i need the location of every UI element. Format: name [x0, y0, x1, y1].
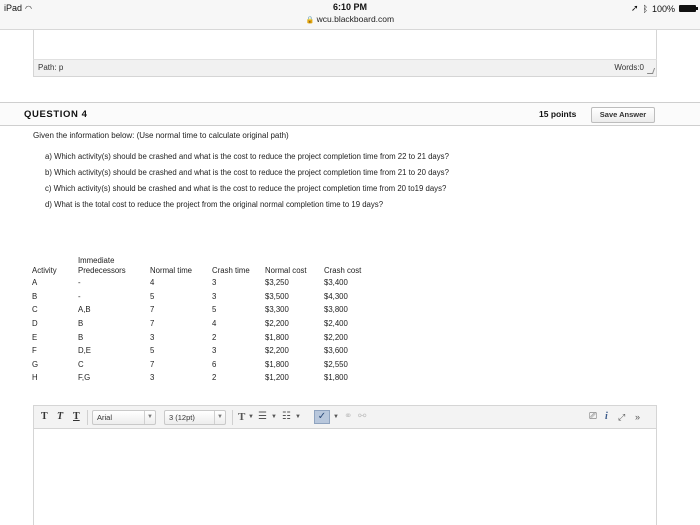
italic-text-icon[interactable]: T	[57, 411, 64, 422]
cell-predecessors: B	[78, 319, 84, 329]
cell-normal-time: 5	[150, 346, 155, 356]
url-text[interactable]: wcu.blackboard.com	[316, 14, 395, 24]
cell-predecessors: A,B	[78, 305, 91, 315]
cell-crash-time: 3	[212, 278, 217, 288]
cell-activity: F	[32, 346, 37, 356]
points-label: 15 points	[539, 109, 577, 119]
unlink-icon[interactable]: ⚯	[358, 411, 367, 422]
cell-crash-time: 2	[212, 373, 217, 383]
toolbar-divider	[87, 410, 88, 425]
cell-normal-time: 3	[150, 332, 155, 342]
cell-crash-cost: $2,400	[324, 319, 348, 329]
question-part-b: b) Which activity(s) should be crashed and what is the cost to reduce the project completion time from 21 to 20 days?	[45, 168, 449, 177]
font-size-select[interactable]	[164, 410, 226, 425]
table-header-row	[32, 252, 384, 276]
underline-text-icon[interactable]: T	[73, 411, 80, 422]
cell-crash-time: 3	[212, 346, 217, 356]
chevron-down-icon: ▼	[214, 411, 225, 424]
cell-normal-cost: $1,800	[265, 332, 289, 342]
cell-normal-cost: $3,500	[265, 291, 289, 301]
bullet-list-icon[interactable]: ☰	[258, 411, 267, 422]
cell-crash-cost: $2,550	[324, 359, 348, 369]
cell-crash-cost: $3,600	[324, 346, 348, 356]
question-part-c: c) Which activity(s) should be crashed and what is the cost to reduce the project completion time from 20 to19 days?	[45, 184, 447, 193]
resize-handle-icon[interactable]	[647, 68, 655, 74]
table-row	[32, 358, 384, 372]
cell-crash-cost: $3,800	[324, 305, 348, 315]
header-normal-cost: Normal cost	[265, 266, 307, 275]
cell-crash-cost: $2,200	[324, 332, 348, 342]
cell-normal-time: 7	[150, 359, 155, 369]
cell-crash-time: 4	[212, 319, 217, 329]
cell-activity: A	[32, 278, 38, 288]
cell-normal-cost: $3,300	[265, 305, 289, 315]
text-style-icon[interactable]: T	[41, 411, 48, 422]
chevron-down-icon[interactable]: ▼	[295, 414, 301, 420]
cell-normal-cost: $2,200	[265, 319, 289, 329]
path-bar	[33, 59, 657, 77]
font-family-select[interactable]	[92, 410, 156, 425]
cell-activity: C	[32, 305, 38, 315]
path-label: Path: p	[38, 63, 64, 72]
cell-predecessors: F,G	[78, 373, 91, 383]
location-icon: ➚	[631, 3, 639, 13]
cell-normal-cost: $3,250	[265, 278, 289, 288]
bluetooth-icon: ᛒ	[642, 3, 648, 14]
table-row	[32, 290, 384, 304]
preview-icon[interactable]: ⎚	[589, 411, 597, 422]
chevron-down-icon[interactable]: ▼	[248, 414, 254, 420]
cell-normal-time: 5	[150, 291, 155, 301]
header-activity: Activity	[32, 266, 57, 275]
info-icon[interactable]: i	[605, 411, 608, 422]
chevron-down-icon[interactable]: ▼	[271, 414, 277, 420]
address-bar[interactable]	[0, 14, 700, 24]
device-label: iPad	[4, 3, 23, 13]
header-normal-time: Normal time	[150, 266, 193, 275]
fullscreen-icon[interactable]: ⤢	[618, 412, 626, 422]
table-row	[32, 317, 384, 331]
cell-crash-cost: $4,300	[324, 291, 348, 301]
table-row	[32, 330, 384, 344]
cell-predecessors: C	[78, 359, 84, 369]
question-parts	[45, 152, 449, 216]
chevron-down-icon: ▼	[144, 411, 155, 424]
editor-toolbar	[34, 406, 656, 429]
cell-crash-cost: $1,800	[324, 373, 348, 383]
cell-normal-cost: $1,200	[265, 373, 289, 383]
table-row	[32, 344, 384, 358]
question-header	[0, 102, 700, 126]
cell-crash-time: 6	[212, 359, 217, 369]
wifi-icon: ◠	[25, 4, 32, 13]
word-count: Words:0	[614, 63, 644, 72]
table-row	[32, 303, 384, 317]
header-pred-line2: Predecessors	[78, 266, 126, 275]
numbered-list-icon[interactable]: ☷	[282, 411, 291, 422]
question-title: QUESTION 4	[24, 109, 88, 120]
cell-activity: H	[32, 373, 38, 383]
table-row	[32, 371, 384, 385]
table-row	[32, 276, 384, 290]
spellcheck-icon[interactable]: ✓	[314, 410, 330, 424]
header-crash-cost: Crash cost	[324, 266, 362, 275]
text-color-icon[interactable]: T	[238, 411, 246, 423]
link-icon[interactable]: ⚭	[344, 411, 353, 422]
lock-icon: 🔒	[305, 17, 315, 24]
cell-normal-time: 7	[150, 319, 155, 329]
chevron-down-icon[interactable]: ▼	[333, 414, 339, 420]
activity-table	[32, 252, 384, 385]
status-bar	[0, 0, 700, 30]
question-part-d: d) What is the total cost to reduce the project from the original normal completion time to 19 days?	[45, 200, 384, 209]
battery-icon	[679, 5, 696, 12]
question-part-a: a) Which activity(s) should be crashed and what is the cost to reduce the project completion time from 22 to 21 days?	[45, 152, 449, 161]
cell-activity: B	[32, 291, 38, 301]
header-crash-time: Crash time	[212, 266, 250, 275]
cell-crash-cost: $3,400	[324, 278, 348, 288]
cell-activity: D	[32, 319, 38, 329]
cell-activity: E	[32, 332, 38, 342]
cell-predecessors: B	[78, 332, 84, 342]
cell-activity: G	[32, 359, 39, 369]
clock: 6:10 PM	[332, 2, 367, 12]
cell-crash-time: 2	[212, 332, 217, 342]
previous-answer-editor[interactable]	[33, 30, 657, 60]
font-size-value: 3 (12pt)	[169, 413, 195, 422]
status-right	[631, 3, 696, 14]
cell-normal-time: 7	[150, 305, 155, 315]
cell-normal-cost: $2,200	[265, 346, 289, 356]
question-intro: Given the information below: (Use normal time to calculate original path)	[33, 131, 289, 140]
cell-normal-cost: $1,800	[265, 359, 289, 369]
save-answer-button[interactable]: Save Answer	[591, 107, 655, 123]
header-predecessors	[78, 252, 150, 276]
cell-predecessors: -	[78, 278, 81, 288]
answer-editor	[33, 405, 657, 525]
font-family-value: Arial	[97, 413, 113, 422]
cell-predecessors: -	[78, 291, 81, 301]
cell-crash-time: 5	[212, 305, 217, 315]
cell-crash-time: 3	[212, 291, 217, 301]
header-pred-line1: Immediate	[78, 256, 115, 265]
battery-percent: 100%	[651, 3, 675, 14]
cell-predecessors: D,E	[78, 346, 91, 356]
toolbar-divider	[232, 410, 233, 425]
cell-normal-time: 3	[150, 373, 155, 383]
collapse-toolbar-icon[interactable]: »	[635, 412, 641, 422]
cell-normal-time: 4	[150, 278, 155, 288]
